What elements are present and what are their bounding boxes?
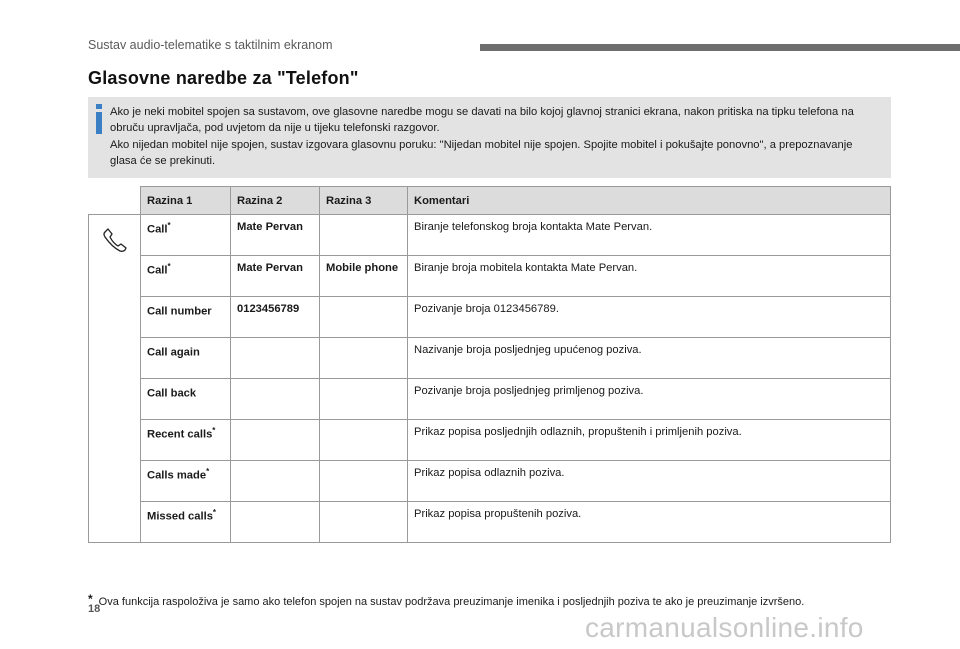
comment-cell: Prikaz popisa odlaznih poziva. — [408, 461, 891, 502]
comment-cell: Biranje broja mobitela kontakta Mate Pervan. — [408, 256, 891, 297]
column-header: Razina 3 — [320, 187, 408, 215]
table-row — [89, 215, 891, 256]
phone-handset-icon — [100, 225, 130, 255]
table-row — [89, 297, 891, 338]
level-1-cell: Call* — [141, 215, 231, 256]
level-1-cell: Call again — [141, 338, 231, 379]
level-3-cell — [320, 461, 408, 502]
comment-cell: Biranje telefonskog broja kontakta Mate Pervan. — [408, 215, 891, 256]
info-text — [110, 104, 880, 170]
level-1-cell: Missed calls* — [141, 502, 231, 543]
footnote-marker: * — [88, 592, 93, 606]
level-3-cell: Mobile phone — [320, 256, 408, 297]
level-3-cell — [320, 420, 408, 461]
comment-cell: Pozivanje broja 0123456789. — [408, 297, 891, 338]
level-3-cell — [320, 338, 408, 379]
level-3-cell — [320, 215, 408, 256]
column-header: Komentari — [408, 187, 891, 215]
header-bar — [480, 44, 960, 51]
level-1-cell: Recent calls* — [141, 420, 231, 461]
table-row — [89, 338, 891, 379]
table-row — [89, 379, 891, 420]
level-1-cell: Calls made* — [141, 461, 231, 502]
level-1-cell: Call number — [141, 297, 231, 338]
level-2-cell — [231, 338, 320, 379]
level-2-cell: Mate Pervan — [231, 215, 320, 256]
icon-column-header — [89, 187, 141, 215]
level-2-cell: 0123456789 — [231, 297, 320, 338]
level-2-cell — [231, 420, 320, 461]
footnote-text: Ova funkcija raspoloživa je samo ako telefon spojen na sustav podržava preuzimanje imenika i posljednjih poziva te ako je preuzimanje izvršeno. — [98, 596, 805, 608]
level-2-cell — [231, 379, 320, 420]
page-heading: Glasovne naredbe za "Telefon" — [88, 68, 359, 88]
info-paragraph-1: Ako je neki mobitel spojen sa sustavom, ove glasovne naredbe mogu se davati na bilo kojoj glavnoj stranici ekrana, nakon pritiska na tipku telefona na obruču upravljača, pod uvjetom da nije u tijeku telefonski razgovor. — [110, 106, 854, 135]
voice-commands-table — [88, 186, 891, 543]
comment-cell: Prikaz popisa propuštenih poziva. — [408, 502, 891, 543]
column-header: Razina 2 — [231, 187, 320, 215]
table-header-row — [89, 187, 891, 215]
level-3-cell — [320, 379, 408, 420]
level-3-cell — [320, 502, 408, 543]
comment-cell: Pozivanje broja posljednjeg primljenog poziva. — [408, 379, 891, 420]
level-2-cell — [231, 502, 320, 543]
section-title: Sustav audio-telematike s taktilnim ekranom — [88, 38, 333, 52]
table-row — [89, 461, 891, 502]
level-2-cell: Mate Pervan — [231, 256, 320, 297]
table-row — [89, 256, 891, 297]
comment-cell: Nazivanje broja posljednjeg upućenog poziva. — [408, 338, 891, 379]
info-box — [88, 97, 891, 178]
level-2-cell — [231, 461, 320, 502]
level-3-cell — [320, 297, 408, 338]
phone-icon-cell — [89, 215, 141, 543]
column-header: Razina 1 — [141, 187, 231, 215]
info-icon — [93, 104, 105, 134]
page-number: 18 — [88, 603, 101, 615]
table-row — [89, 502, 891, 543]
footnote — [88, 592, 804, 608]
table-row — [89, 420, 891, 461]
info-paragraph-2: Ako nijedan mobitel nije spojen, sustav izgovara glasovnu poruku: "Nijedan mobitel nije spojen. Spojite mobitel i pokušajte ponovno", a prepoznavanje glasa će se prekinuti. — [110, 138, 853, 168]
watermark: carmanualsonline.info — [585, 612, 864, 643]
comment-cell: Prikaz popisa posljednjih odlaznih, propuštenih i primljenih poziva. — [408, 420, 891, 461]
level-1-cell: Call back — [141, 379, 231, 420]
level-1-cell: Call* — [141, 256, 231, 297]
